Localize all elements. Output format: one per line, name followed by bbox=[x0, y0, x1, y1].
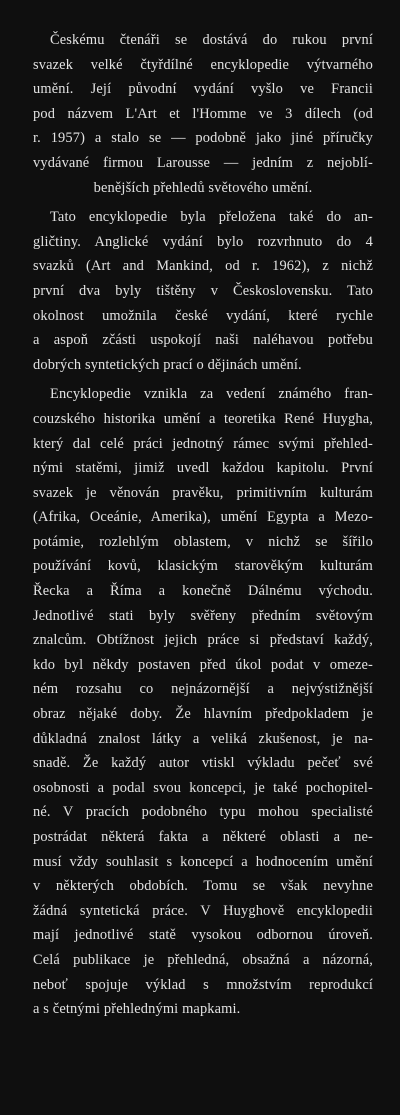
text-line: v některých obdobích. Tomu se však nevyhne bbox=[33, 878, 373, 895]
text-line: Tato encyklopedie byla přeložena také do an- bbox=[50, 209, 373, 226]
text-line: postrádat některá fakta a některé oblasti a ne- bbox=[33, 829, 373, 845]
text-line: a aspoň zčásti uspokojí naši naléhavou potřebu bbox=[33, 332, 373, 349]
text-line: musí vždy souhlasit s koncepcí a hodnocením umění bbox=[33, 853, 373, 870]
text-line: (Afrika, Oceánie, Amerika), umění Egypta a Mezo- bbox=[33, 509, 373, 526]
text-line: Jednotlivé stati byly svěřeny předním světovým bbox=[33, 607, 373, 624]
paragraph-2 bbox=[33, 205, 373, 377]
text-line: svazků (Art and Mankind, od r. 1962), z nichž bbox=[33, 258, 373, 275]
text-line: neboť spojuje výklad s množstvím reprodukcí bbox=[33, 976, 373, 993]
text-line: pod názvem L'Art et l'Homme ve 3 dílech (od bbox=[33, 105, 373, 122]
text-line: první dva byly tištěny v Československu. Tato bbox=[33, 282, 373, 299]
text-line: nými statěmi, jimiž uvedl každou kapitolu. První bbox=[33, 460, 373, 477]
text-line: žádná syntetická práce. V Huyghově encyklopedii bbox=[33, 902, 373, 919]
text-line: benějších přehledů světového umění. bbox=[93, 179, 313, 196]
text-line: Celá publikace je přehledná, obsažná a názorná, bbox=[33, 951, 373, 968]
text-line: gličtiny. Anglické vydání bylo rozvrhnuto do 4 bbox=[33, 233, 373, 250]
text-line: couzského historika umění a teoretika René Huygha, bbox=[33, 410, 373, 427]
text-line: Encyklopedie vznikla za vedení známého fran- bbox=[50, 386, 373, 403]
text-line: který dal celé práci jednotný rámec svými přehled- bbox=[33, 435, 373, 452]
text-line: potámie, rozlehlým oblastem, v nichž se šířilo bbox=[33, 533, 373, 550]
text-line: obraz nějaké doby. Že hlavním předpokladem je bbox=[33, 706, 373, 723]
text-line: kdo byl někdy postaven před úkol podat v omeze- bbox=[33, 656, 373, 673]
text-line: vydávané firmou Larousse — jedním z nejoblí- bbox=[33, 154, 373, 171]
text-line: umění. Její původní vydání vyšlo ve Francii bbox=[33, 81, 373, 98]
text-line: snadě. Že každý autor vtiskl výkladu pečeť své bbox=[33, 755, 373, 772]
text-line: ném rozsahu co nejnázornější a nejvýstižnější bbox=[33, 681, 373, 698]
body-text bbox=[33, 28, 373, 1022]
text-line: používání kovů, klasickým starověkým kulturám bbox=[33, 558, 373, 575]
text-line: důkladná znalost látky a veliká zkušenost, je na- bbox=[33, 730, 373, 747]
text-line: r. 1957) a stalo se — podobně jako jiné příručky bbox=[33, 130, 373, 147]
text-line: mají jednotlivé statě vysokou odbornou úroveň. bbox=[33, 927, 373, 944]
paragraph-1 bbox=[33, 28, 373, 200]
text-line: znalcům. Obtížnost jejich práce si představí každý, bbox=[33, 632, 373, 649]
text-line: dobrých syntetických prací o dějinách umění. bbox=[33, 356, 302, 373]
text-line: svazek velké čtyřdílné encyklopedie výtvarného bbox=[33, 56, 373, 73]
text-line: svazek je věnován pravěku, primitivním kulturám bbox=[33, 484, 373, 501]
text-line: né. V pracích podobného typu mohou specialisté bbox=[33, 804, 373, 821]
text-line: Řecka a Říma a konečně Dálnému východu. bbox=[33, 583, 373, 600]
text-line: a s četnými přehlednými mapkami. bbox=[33, 1001, 241, 1018]
text-line: osobnosti a podal svou koncepci, je také pochopitel- bbox=[33, 779, 373, 796]
paragraph-3 bbox=[33, 382, 373, 1021]
text-line: okolnost umožnila české vydání, které rychle bbox=[33, 307, 373, 324]
text-line: Českému čtenáři se dostává do rukou první bbox=[50, 32, 373, 48]
